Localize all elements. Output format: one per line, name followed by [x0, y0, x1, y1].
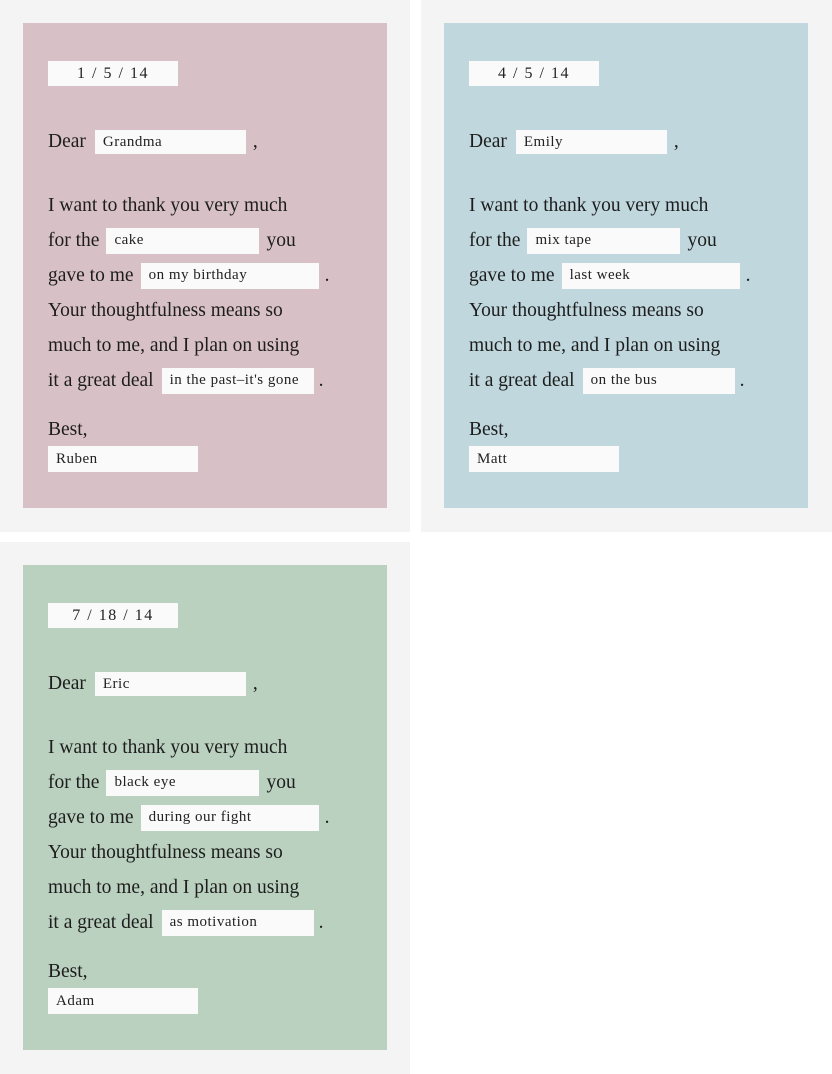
line-thank-text: I want to thank you very much — [48, 194, 288, 216]
letter-body — [469, 188, 790, 398]
signature-value: Adam — [56, 992, 95, 1009]
for-the-text: for the — [48, 229, 100, 251]
card-panel-2 — [421, 0, 832, 532]
recipient-field[interactable] — [95, 130, 246, 154]
thoughtfulness-text: Your thoughtfulness means so — [469, 299, 704, 321]
closing-line — [469, 418, 790, 442]
gave-to-me-text: gave to me — [48, 806, 134, 828]
period: . — [318, 369, 324, 391]
line-thoughtfulness — [48, 835, 369, 870]
closing-label: Best, — [48, 419, 88, 440]
comma: , — [252, 131, 258, 152]
occasion-value: during our fight — [148, 809, 252, 825]
much-to-me-text: much to me, and I plan on using — [48, 334, 300, 356]
gift-value: cake — [114, 232, 144, 248]
gave-to-me-text: gave to me — [469, 264, 555, 286]
line-thank — [48, 730, 369, 765]
dear-label: Dear — [48, 131, 86, 152]
recipient-value: Grandma — [102, 133, 163, 150]
usage-field[interactable] — [162, 910, 314, 936]
letter-body — [48, 730, 369, 940]
line-for-the — [48, 765, 369, 800]
letter-body — [48, 188, 369, 398]
usage-field[interactable] — [583, 368, 735, 394]
date-value: 4 / 5 / 14 — [498, 64, 570, 82]
date-value: 1 / 5 / 14 — [77, 64, 149, 82]
usage-value: in the past–it's gone — [169, 372, 300, 388]
signature-value: Ruben — [56, 450, 98, 467]
occasion-field[interactable] — [562, 263, 740, 289]
line-thoughtfulness — [48, 293, 369, 328]
salutation-line — [469, 128, 790, 156]
line-thank — [48, 188, 369, 223]
recipient-field[interactable] — [516, 130, 667, 154]
closing-label: Best, — [469, 419, 509, 440]
you-text: you — [266, 229, 296, 251]
comma: , — [252, 673, 258, 694]
salutation-line — [48, 670, 369, 698]
closing-line — [48, 960, 369, 984]
gift-field[interactable] — [106, 770, 259, 796]
gift-field[interactable] — [527, 228, 680, 254]
gift-field[interactable] — [106, 228, 259, 254]
occasion-value: on my birthday — [148, 267, 248, 283]
date-field[interactable] — [48, 603, 178, 628]
line-thoughtfulness — [469, 293, 790, 328]
signature-value: Matt — [477, 450, 508, 467]
for-the-text: for the — [469, 229, 521, 251]
line-thank-text: I want to thank you very much — [469, 194, 709, 216]
period: . — [324, 264, 330, 286]
empty-panel — [421, 542, 832, 1074]
you-text: you — [266, 771, 296, 793]
great-deal-text: it a great deal — [48, 911, 154, 933]
card-panel-1 — [0, 0, 410, 532]
card-panel-3 — [0, 542, 410, 1074]
dear-label: Dear — [469, 131, 507, 152]
dear-label: Dear — [48, 673, 86, 694]
gift-value: mix tape — [535, 232, 592, 248]
period: . — [745, 264, 751, 286]
line-gave-to-me — [469, 258, 790, 293]
gift-value: black eye — [114, 774, 176, 790]
date-field[interactable] — [469, 61, 599, 86]
thank-you-card-1 — [23, 23, 387, 508]
salutation-line — [48, 128, 369, 156]
date-value: 7 / 18 / 14 — [72, 606, 154, 624]
signature-field[interactable] — [48, 988, 198, 1014]
thank-you-card-2 — [444, 23, 808, 508]
line-gave-to-me — [48, 258, 369, 293]
period: . — [739, 369, 745, 391]
line-gave-to-me — [48, 800, 369, 835]
occasion-field[interactable] — [141, 263, 319, 289]
comma: , — [673, 131, 679, 152]
signature-field[interactable] — [48, 446, 198, 472]
much-to-me-text: much to me, and I plan on using — [469, 334, 721, 356]
closing-line — [48, 418, 369, 442]
thank-you-card-3 — [23, 565, 387, 1050]
great-deal-text: it a great deal — [48, 369, 154, 391]
line-thank — [469, 188, 790, 223]
line-much-to-me — [48, 870, 369, 905]
line-thank-text: I want to thank you very much — [48, 736, 288, 758]
period: . — [324, 806, 330, 828]
great-deal-text: it a great deal — [469, 369, 575, 391]
line-much-to-me — [48, 328, 369, 363]
line-great-deal — [469, 363, 790, 398]
line-for-the — [48, 223, 369, 258]
closing-label: Best, — [48, 961, 88, 982]
line-great-deal — [48, 905, 369, 940]
usage-value: on the bus — [590, 372, 658, 388]
signature-field[interactable] — [469, 446, 619, 472]
thoughtfulness-text: Your thoughtfulness means so — [48, 841, 283, 863]
line-for-the — [469, 223, 790, 258]
period: . — [318, 911, 324, 933]
usage-value: as motivation — [169, 914, 258, 930]
date-field[interactable] — [48, 61, 178, 86]
you-text: you — [687, 229, 717, 251]
recipient-value: Eric — [102, 675, 130, 692]
line-much-to-me — [469, 328, 790, 363]
gave-to-me-text: gave to me — [48, 264, 134, 286]
recipient-field[interactable] — [95, 672, 246, 696]
occasion-value: last week — [569, 267, 631, 283]
thoughtfulness-text: Your thoughtfulness means so — [48, 299, 283, 321]
usage-field[interactable] — [162, 368, 314, 394]
much-to-me-text: much to me, and I plan on using — [48, 876, 300, 898]
recipient-value: Emily — [523, 133, 564, 150]
for-the-text: for the — [48, 771, 100, 793]
occasion-field[interactable] — [141, 805, 319, 831]
line-great-deal — [48, 363, 369, 398]
